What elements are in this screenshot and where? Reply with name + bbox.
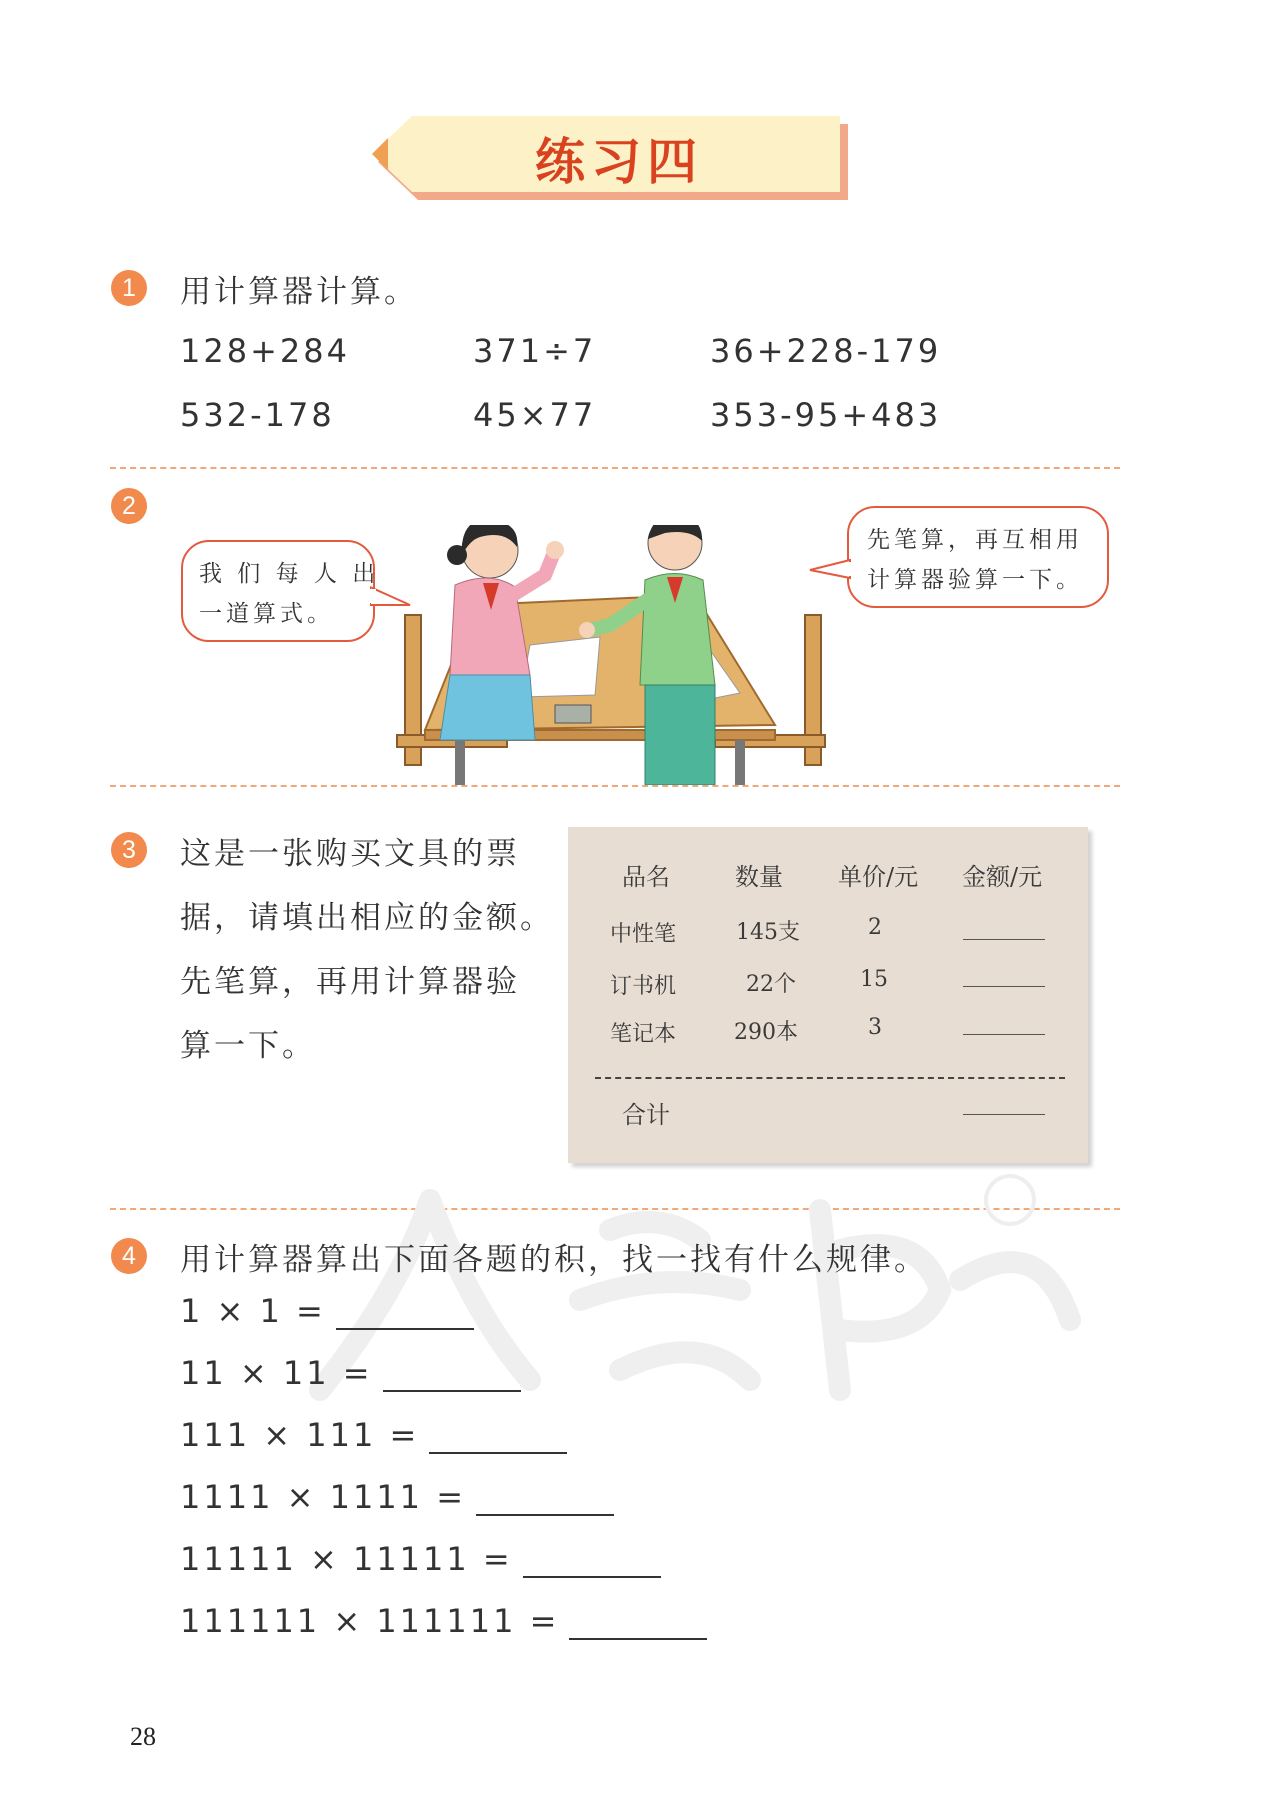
title-banner (370, 116, 848, 200)
boy-speech-bubble (847, 506, 1109, 608)
page-number: 28 (130, 1722, 156, 1751)
q3-text-line: 算一下。 (180, 1028, 316, 1064)
receipt-item-qty: 22个 (746, 972, 796, 997)
receipt-item-name: 笔记本 (610, 1022, 677, 1047)
q4-expression: 11111 × 11111 = (180, 1540, 513, 1578)
bubble-line: 我 们 每 人 出 (199, 561, 380, 587)
q4-item (180, 1416, 567, 1454)
receipt-item-price: 3 (868, 1015, 882, 1040)
q1-prompt: 用计算器计算。 (180, 274, 418, 310)
q1-item: 45×77 (473, 396, 597, 434)
receipt-separator (595, 1077, 1065, 1079)
page-title: 练习四 (535, 132, 703, 191)
q4-item (180, 1354, 521, 1392)
q4-item (180, 1540, 661, 1578)
q4-item (180, 1602, 707, 1640)
receipt-item-name: 订书机 (610, 974, 677, 999)
section-divider (110, 467, 1120, 469)
bubble-line: 计算器验算一下。 (867, 567, 1083, 593)
q3-text-line: 先笔算，再用计算器验 (180, 964, 520, 1000)
receipt-item-name: 中性笔 (610, 922, 677, 947)
receipt-amount-blank[interactable] (963, 1034, 1045, 1035)
answer-blank[interactable] (476, 1482, 614, 1516)
q1-item: 36+228-179 (710, 332, 942, 370)
section-divider (110, 785, 1120, 787)
bubble-line: 先笔算，再互相用 (867, 527, 1083, 553)
q4-item (180, 1478, 614, 1516)
q3-text-line: 这是一张购买文具的票 (180, 836, 520, 872)
receipt-header: 品名 (622, 863, 670, 891)
receipt-header: 数量 (735, 863, 783, 891)
girl-speech-bubble (181, 540, 380, 642)
receipt-header: 单价/元 (838, 863, 919, 891)
bubble-line: 一道算式。 (199, 601, 334, 627)
q1-item: 128+284 (180, 332, 350, 370)
question-number-4: 4 (111, 1238, 147, 1274)
answer-blank[interactable] (336, 1296, 474, 1330)
q1-item: 532-178 (180, 396, 335, 434)
receipt (568, 827, 1088, 1163)
receipt-total-label: 合计 (622, 1101, 670, 1129)
question-number-3: 3 (111, 832, 147, 868)
q4-expression: 111 × 111 = (180, 1416, 420, 1454)
receipt-item-price: 2 (868, 915, 882, 940)
q1-item: 371÷7 (473, 332, 597, 370)
q4-item (180, 1292, 474, 1330)
q1-item: 353-95+483 (710, 396, 942, 434)
receipt-item-qty: 145支 (736, 920, 800, 945)
receipt-total-blank[interactable] (963, 1114, 1045, 1115)
q4-prompt: 用计算器算出下面各题的积，找一找有什么规律。 (180, 1242, 928, 1278)
receipt-item-price: 15 (860, 967, 888, 992)
receipt-amount-blank[interactable] (963, 939, 1045, 940)
receipt-header: 金额/元 (962, 863, 1043, 891)
q4-expression: 1111 × 1111 = (180, 1478, 467, 1516)
answer-blank[interactable] (523, 1544, 661, 1578)
receipt-item-qty: 290本 (734, 1020, 798, 1045)
q4-expression: 11 × 11 = (180, 1354, 373, 1392)
q4-expression: 111111 × 111111 = (180, 1602, 560, 1640)
question-number-2: 2 (111, 488, 147, 524)
q4-expression: 1 × 1 = (180, 1292, 326, 1330)
answer-blank[interactable] (383, 1358, 521, 1392)
answer-blank[interactable] (569, 1606, 707, 1640)
answer-blank[interactable] (429, 1420, 567, 1454)
question-number-1: 1 (111, 270, 147, 306)
q3-text-line: 据，请填出相应的金额。 (180, 900, 554, 936)
receipt-amount-blank[interactable] (963, 986, 1045, 987)
children-table-illustration (395, 525, 855, 785)
